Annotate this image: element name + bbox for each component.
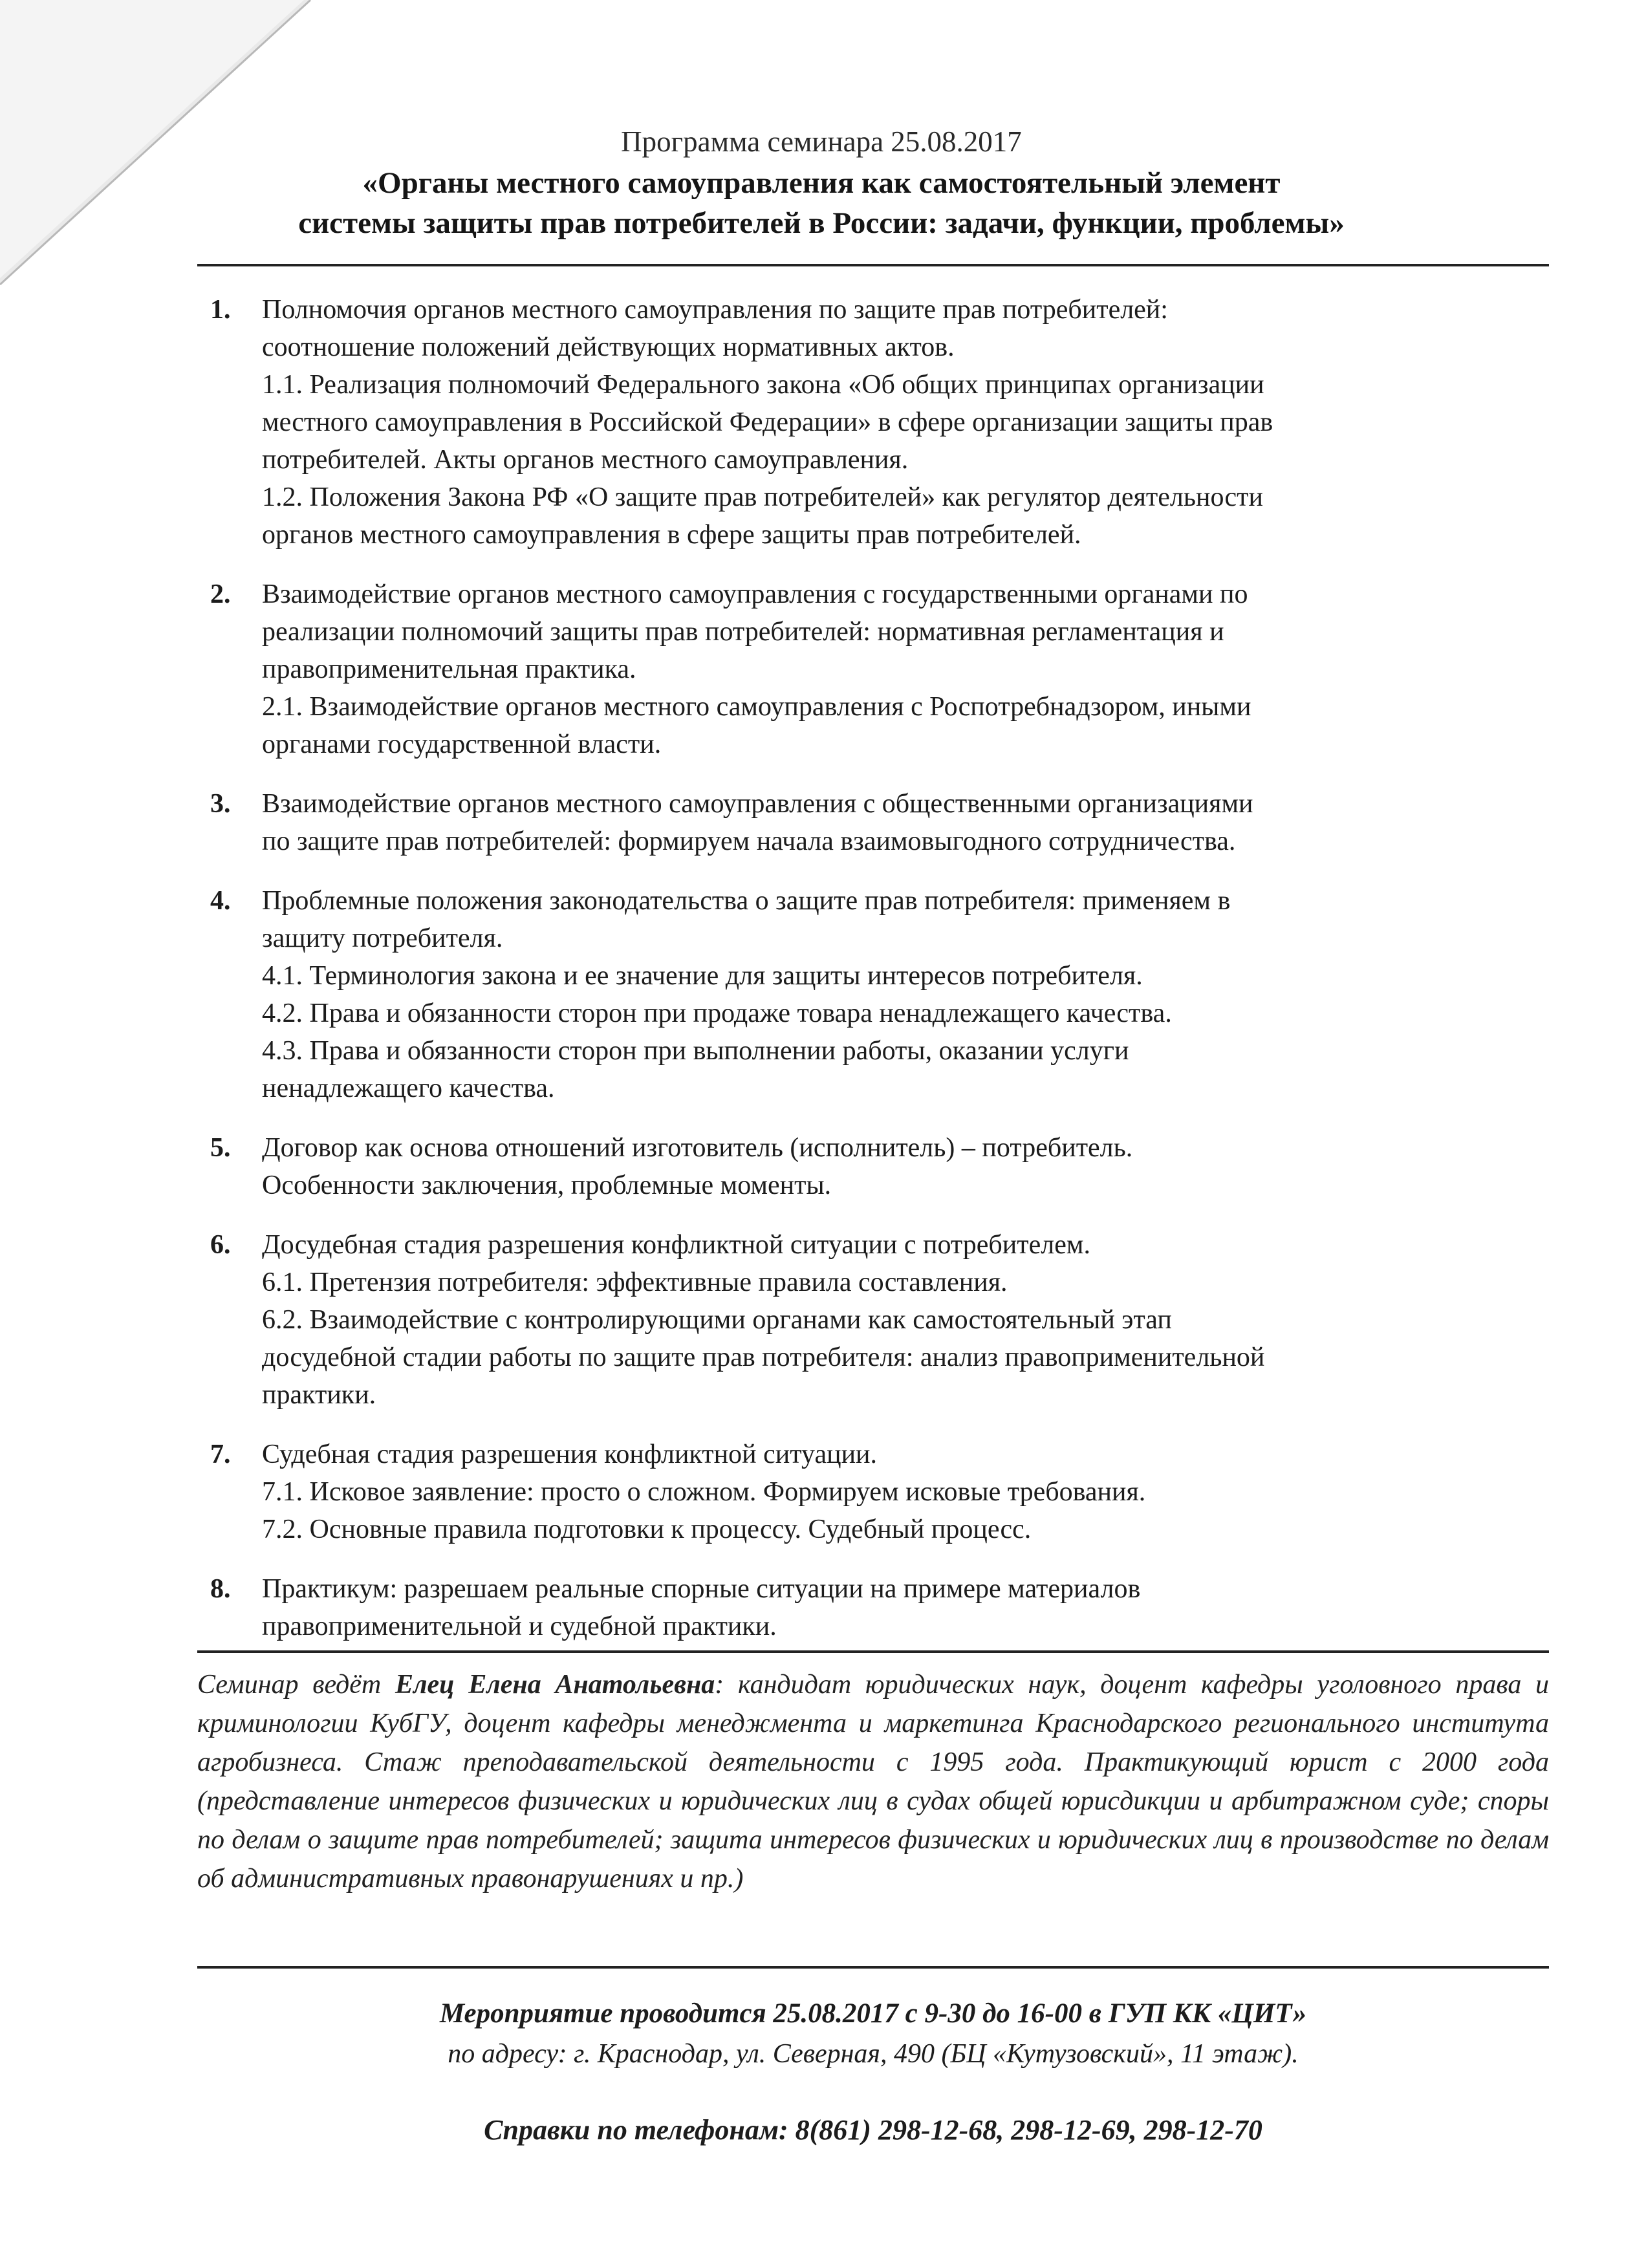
agenda-line: реализации полномочий защиты прав потребителей: нормативная регламентация и xyxy=(262,617,1224,647)
agenda-line: 7.1. Исковое заявление: просто о сложном. Формируем исковые требования. xyxy=(262,1477,1146,1507)
agenda-line: органами государственной власти. xyxy=(262,729,662,759)
seminar-title xyxy=(194,163,1449,243)
speaker-description: : кандидат юридических наук, доцент кафедры уголовного права и криминологии КубГУ, доцент кафедры менеджмента и маркетинга Краснодарского регионального института агробизнеса. Стаж преподавательской деятельности с 1995 года. Практикующий юрист с 2000 года (представление интересов физических и юридических лиц в судах общей юрисдикции и арбитражном суде; споры по делам о защите прав потребителей; защита интересов физических и юридических лиц в производстве по делам об административных правонарушениях и пр.) xyxy=(197,1670,1549,1894)
agenda-line: Особенности заключения, проблемные моменты. xyxy=(262,1171,832,1200)
speaker-top-divider xyxy=(197,1650,1549,1653)
agenda-item-number: 1. xyxy=(210,295,231,325)
speaker-bottom-divider xyxy=(197,1966,1549,1969)
agenda-line: Судебная стадия разрешения конфликтной ситуации. xyxy=(262,1440,878,1469)
agenda-item-text xyxy=(262,291,1549,554)
agenda-item-number: 6. xyxy=(210,1230,231,1260)
agenda-line: Взаимодействие органов местного самоуправления с государственными органами по xyxy=(262,579,1248,609)
agenda-item-text xyxy=(262,882,1549,1107)
event-details: Мероприятие проводится 25.08.2017 с 9-30 до 16-00 в ГУП КК «ЦИТ» xyxy=(439,1998,1307,2029)
agenda-line: Досудебная стадия разрешения конфликтной ситуации с потребителем. xyxy=(262,1230,1090,1260)
agenda-line: органов местного самоуправления в сфере защиты прав потребителей. xyxy=(262,520,1081,550)
agenda-line: 1.1. Реализация полномочий Федерального закона «Об общих принципах организации xyxy=(262,370,1264,400)
agenda-item-number: 2. xyxy=(210,579,231,609)
agenda-line: 4.1. Терминология закона и ее значение для защиты интересов потребителя. xyxy=(262,961,1143,991)
agenda-item-number: 8. xyxy=(210,1574,231,1604)
agenda-line: соотношение положений действующих нормативных актов. xyxy=(262,332,955,362)
agenda-line: 7.2. Основные правила подготовки к процессу. Судебный процесс. xyxy=(262,1515,1032,1544)
agenda-line: 6.2. Взаимодействие с контролирующими органами как самостоятельный этап xyxy=(262,1305,1172,1335)
header-divider xyxy=(197,264,1549,266)
agenda-line: практики. xyxy=(262,1380,376,1410)
agenda-line: 1.2. Положения Закона РФ «О защите прав потребителей» как регулятор деятельности xyxy=(262,482,1263,512)
title-line: «Органы местного самоуправления как самостоятельный элемент xyxy=(362,166,1281,200)
agenda-item xyxy=(197,291,1549,554)
agenda-list xyxy=(197,291,1549,1667)
event-address: по адресу: г. Краснодар, ул. Северная, 490 (БЦ «Кутузовский», 11 этаж). xyxy=(448,2039,1299,2069)
agenda-item-number: 3. xyxy=(210,789,231,819)
agenda-line: по защите прав потребителей: формируем начала взаимовыгодного сотрудничества. xyxy=(262,826,1236,856)
document-header xyxy=(194,123,1449,243)
agenda-item-text xyxy=(262,1129,1549,1204)
agenda-item-text xyxy=(262,785,1549,860)
speaker-name: Елец Елена Анатольевна xyxy=(395,1670,715,1700)
speaker-prefix: Семинар ведёт xyxy=(197,1670,395,1700)
agenda-line: Проблемные положения законодательства о защите прав потребителя: применяем в xyxy=(262,886,1231,916)
agenda-line: 6.1. Претензия потребителя: эффективные правила составления. xyxy=(262,1268,1008,1297)
agenda-item xyxy=(197,1436,1549,1548)
agenda-item xyxy=(197,576,1549,763)
agenda-item-text xyxy=(262,576,1549,763)
agenda-item xyxy=(197,1570,1549,1645)
agenda-line: Взаимодействие органов местного самоуправления с общественными организациями xyxy=(262,789,1253,819)
seminar-subtitle: Программа семинара 25.08.2017 xyxy=(621,125,1022,158)
agenda-line: потребителей. Акты органов местного самоуправления. xyxy=(262,445,909,475)
agenda-line: 2.1. Взаимодействие органов местного самоуправления с Роспотребнадзором, иными xyxy=(262,692,1251,722)
agenda-line: защиту потребителя. xyxy=(262,923,503,953)
agenda-line: правоприменительной и судебной практики. xyxy=(262,1612,777,1641)
agenda-line: досудебной стадии работы по защите прав потребителя: анализ правоприменительной xyxy=(262,1343,1265,1372)
agenda-line: местного самоуправления в Российской Федерации» в сфере организации защиты прав xyxy=(262,407,1273,437)
agenda-line: 4.2. Права и обязанности сторон при продаже товара ненадлежащего качества. xyxy=(262,999,1172,1028)
agenda-item-text xyxy=(262,1436,1549,1548)
agenda-line: Практикум: разрешаем реальные спорные ситуации на примере материалов xyxy=(262,1574,1141,1604)
agenda-item xyxy=(197,785,1549,860)
agenda-item xyxy=(197,1226,1549,1414)
agenda-line: ненадлежащего качества. xyxy=(262,1074,555,1103)
agenda-line: Договор как основа отношений изготовитель (исполнитель) – потребитель. xyxy=(262,1133,1133,1163)
agenda-item-text xyxy=(262,1570,1549,1645)
agenda-line: Полномочия органов местного самоуправления по защите прав потребителей: xyxy=(262,295,1168,325)
agenda-line: 4.3. Права и обязанности сторон при выполнении работы, оказании услуги xyxy=(262,1036,1129,1066)
contact-phones: Справки по телефонам: 8(861) 298-12-68, 298-12-69, 298-12-70 xyxy=(484,2114,1262,2146)
agenda-item-text xyxy=(262,1226,1549,1414)
agenda-item xyxy=(197,1129,1549,1204)
agenda-item-number: 5. xyxy=(210,1133,231,1163)
speaker-bio xyxy=(197,1665,1549,1898)
agenda-line: правоприменительная практика. xyxy=(262,654,636,684)
title-line: системы защиты прав потребителей в России: задачи, функции, проблемы» xyxy=(298,206,1345,240)
agenda-item-number: 7. xyxy=(210,1440,231,1469)
agenda-item-number: 4. xyxy=(210,886,231,916)
agenda-item xyxy=(197,882,1549,1107)
